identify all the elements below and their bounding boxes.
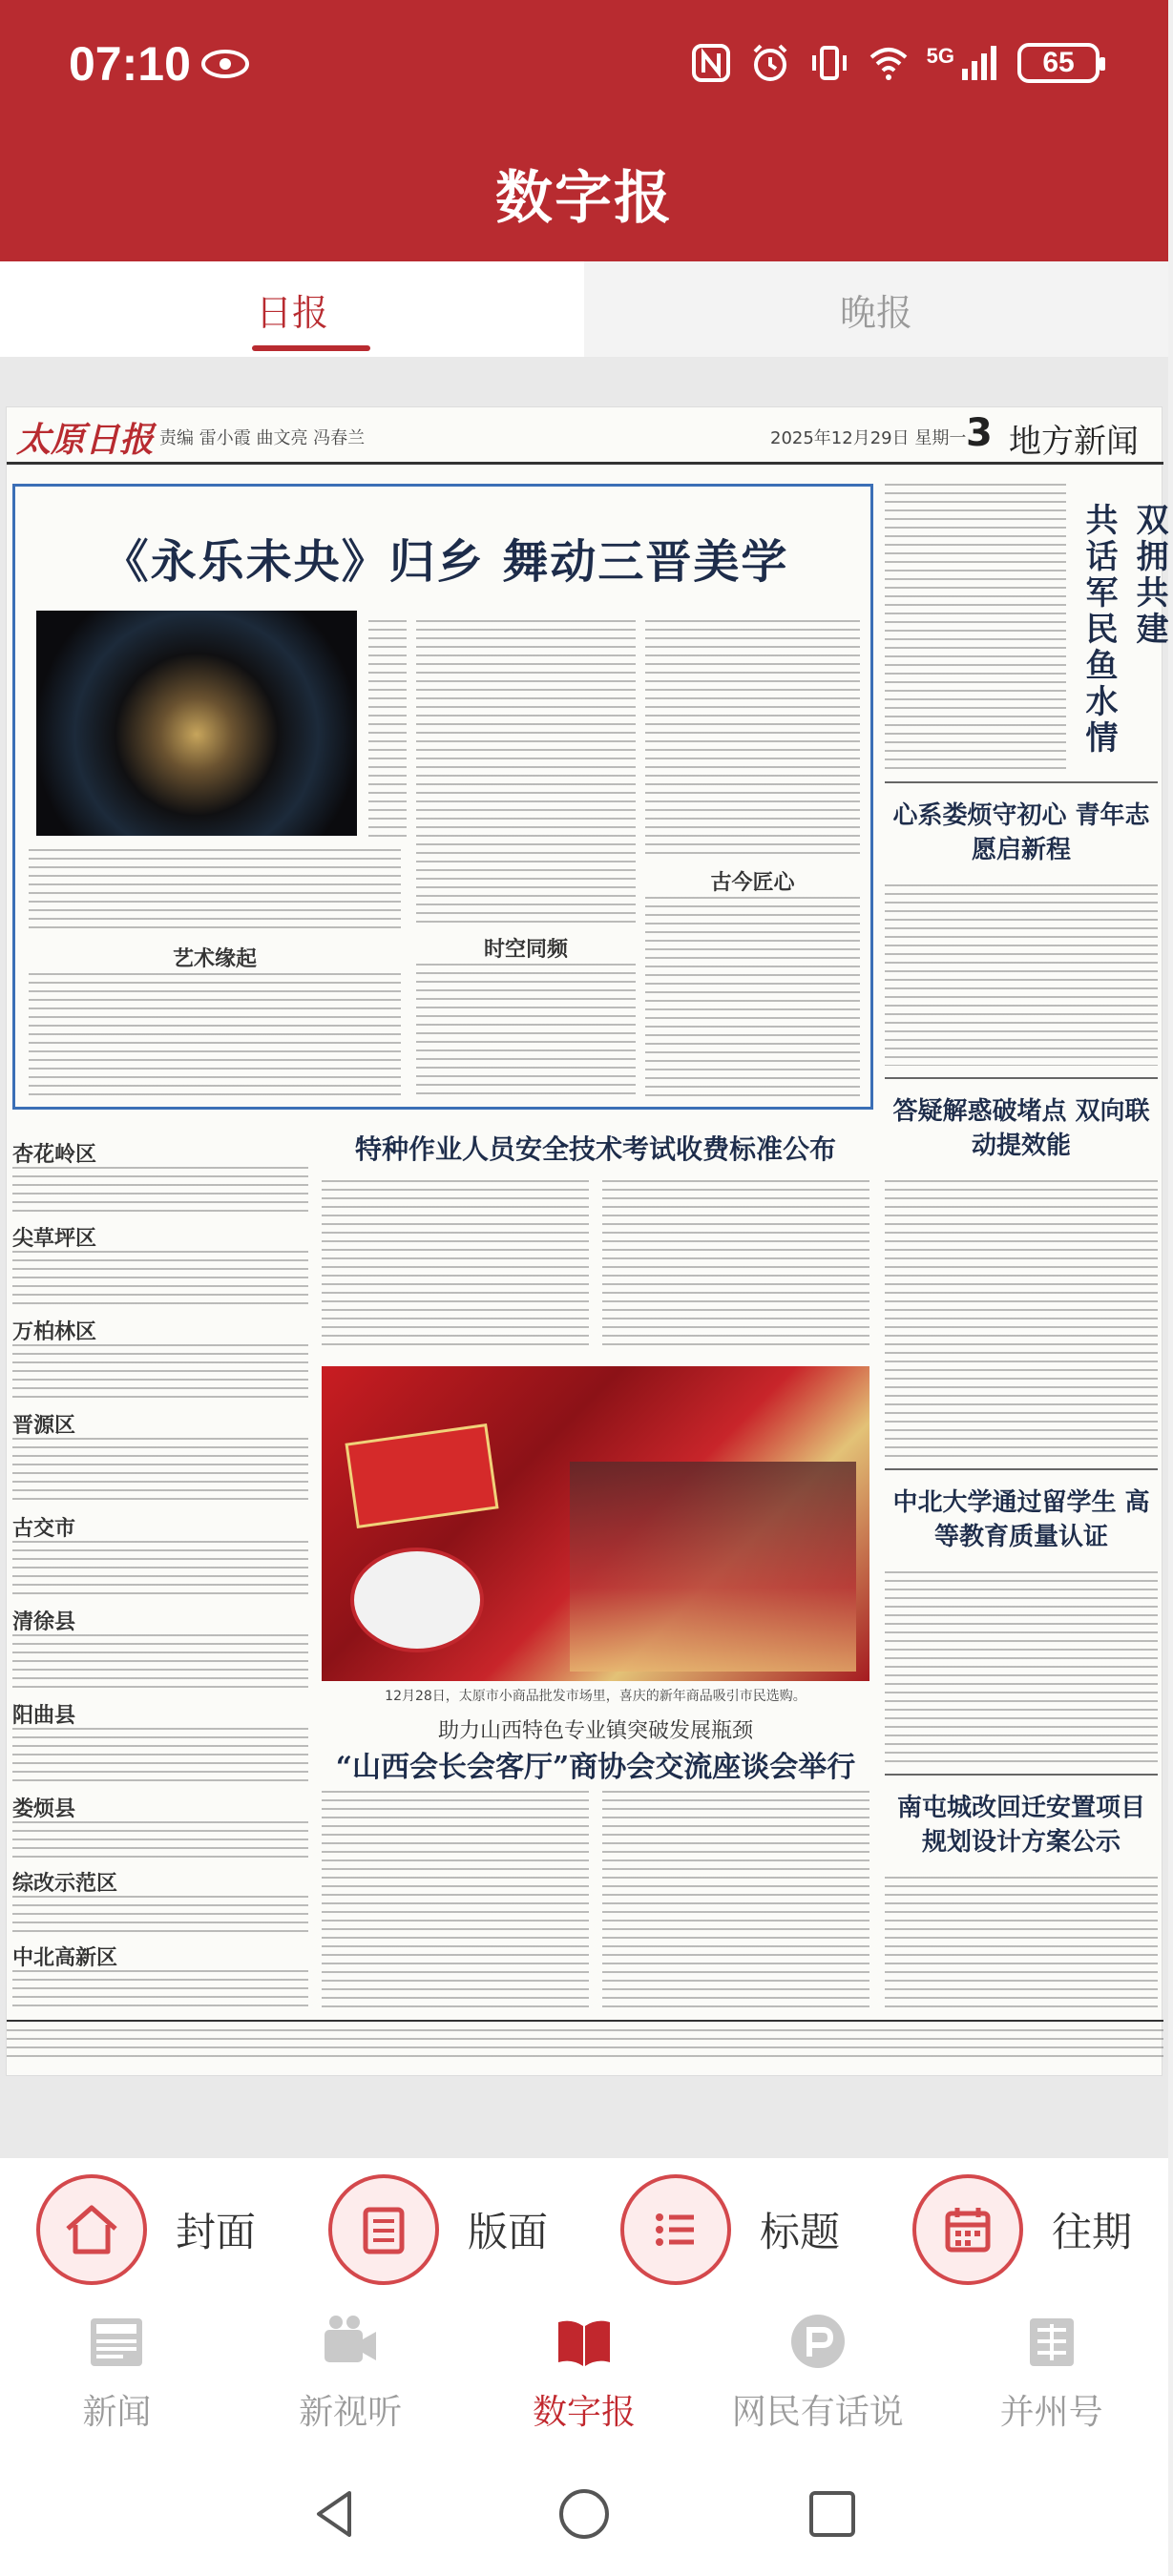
eye-icon: [200, 48, 250, 80]
lead-photo: [36, 611, 357, 836]
newspaper-page[interactable]: [6, 406, 1168, 2076]
lead-subhead: 时空同频: [483, 938, 568, 962]
status-bar: [0, 0, 1168, 134]
side-body-text: [885, 1877, 1158, 2010]
nav-netizen[interactable]: [713, 2307, 923, 2434]
page-title: 数字报: [495, 165, 673, 232]
page-date: 2025年12月29日 星期一: [770, 428, 967, 448]
left-section-title: 古交市: [12, 1517, 76, 1541]
divider: [885, 1468, 1158, 1470]
mid-headline[interactable]: 特种作业人员安全技术考试收费标准公布: [354, 1133, 836, 1165]
battery-level: 65: [1042, 47, 1075, 78]
status-time: 07:10: [69, 37, 191, 91]
mid-headline-2[interactable]: “山西会长会客厅”商协会交流座谈会举行: [335, 1751, 856, 1784]
page-number: 3: [966, 411, 993, 455]
signal-icon: [958, 42, 1000, 84]
list-icon: [620, 2174, 731, 2285]
function-bar: [0, 2158, 1168, 2301]
left-body-text: [12, 1896, 308, 1934]
calendar-icon: [912, 2174, 1023, 2285]
layout-label: 版面: [467, 2209, 548, 2255]
lead-subhead: 艺术缘起: [172, 947, 257, 971]
layout-icon: [328, 2174, 439, 2285]
side-vertical-line: 共话军民鱼水情: [1079, 503, 1118, 757]
book-icon: [553, 2311, 616, 2374]
lead-body-text: [416, 964, 636, 1097]
photo-element: [345, 1423, 498, 1528]
side-title: 中北大学通过留学生 高等教育质量认证: [892, 1488, 1150, 1551]
lead-article[interactable]: [12, 484, 873, 1110]
divider: [885, 781, 1158, 783]
side-column[interactable]: [885, 484, 1168, 2067]
home-circle-icon[interactable]: [555, 2485, 613, 2543]
nfc-icon: [690, 42, 732, 84]
cover-label: 封面: [175, 2209, 256, 2255]
nav-news[interactable]: [11, 2307, 221, 2434]
nav-bingzhou-label: 并州号: [999, 2393, 1103, 2432]
wifi-icon: [868, 42, 910, 84]
left-body-text: [12, 1728, 308, 1785]
lead-subhead: 古今匠心: [710, 871, 795, 895]
left-body-text: [12, 1541, 308, 1598]
left-section-title: 清徐县: [12, 1610, 76, 1634]
side-title: 南屯城改回迁安置项目 规划设计方案公示: [896, 1794, 1145, 1857]
left-body-text: [12, 1344, 308, 1402]
cover-button[interactable]: [36, 2174, 256, 2285]
column-icon: [1020, 2311, 1083, 2374]
battery-indicator: [1017, 43, 1100, 83]
tab-evening[interactable]: 晚报: [584, 261, 1168, 357]
left-body-text: [12, 1167, 308, 1215]
footer-text: [7, 2029, 1163, 2062]
side-vertical-line: 双拥共建: [1130, 503, 1168, 648]
mid-body-text: [602, 1180, 869, 1352]
lead-body-text: [416, 620, 636, 925]
video-icon: [319, 2311, 382, 2374]
home-icon: [36, 2174, 147, 2285]
vibrate-icon: [808, 42, 850, 84]
divider: [885, 1774, 1158, 1776]
lead-body-text: [645, 620, 860, 859]
lead-body-text: [29, 849, 401, 935]
left-section-title: 中北高新区: [12, 1946, 118, 1970]
nav-video[interactable]: [245, 2307, 455, 2434]
lead-body-text: [29, 973, 401, 1097]
market-photo[interactable]: [322, 1366, 869, 1681]
left-section-title: 尖草坪区: [12, 1227, 97, 1251]
archive-button[interactable]: [912, 2174, 1132, 2285]
newspaper-footer: [7, 2020, 1163, 2067]
left-body-text: [12, 1821, 308, 1859]
left-section-title: 阳曲县: [12, 1704, 76, 1728]
mid-body-text: [322, 1791, 589, 2010]
left-section-title: 杏花岭区: [12, 1143, 97, 1167]
nav-netizen-label: 网民有话说: [731, 2393, 904, 2432]
photo-element: [350, 1548, 484, 1652]
lead-caption-text: [368, 620, 407, 840]
mid-body-text: [602, 1791, 869, 2010]
news-icon: [85, 2311, 148, 2374]
page-section: 地方新闻: [1009, 423, 1139, 461]
side-body-text: [885, 884, 1158, 1066]
nav-digital-paper[interactable]: [479, 2307, 689, 2434]
nav-digital-paper-label: 数字报: [532, 2393, 636, 2432]
left-section-title: 娄烦县: [12, 1797, 76, 1821]
header: [0, 0, 1168, 261]
nav-news-label: 新闻: [82, 2393, 152, 2432]
newspaper-viewer[interactable]: [0, 357, 1168, 2158]
headlines-label: 标题: [759, 2209, 840, 2255]
left-body-text: [12, 1251, 308, 1308]
newspaper-logo: 太原日报: [16, 420, 155, 460]
network-type: 5G: [926, 44, 954, 68]
nav-bingzhou[interactable]: [947, 2307, 1157, 2434]
left-body-text: [12, 1438, 308, 1505]
archive-label: 往期: [1051, 2209, 1132, 2255]
bottom-nav: [0, 2301, 1168, 2452]
chat-icon: [786, 2311, 849, 2374]
status-icons: [690, 42, 1100, 84]
left-body-text: [12, 1970, 308, 2008]
newspaper-masthead: [7, 407, 1163, 465]
side-body-text: [885, 1180, 1158, 1457]
divider: [885, 1077, 1158, 1079]
side-vertical-headline: [1076, 503, 1168, 770]
side-body-text: [885, 484, 1066, 770]
edition-tabs: [0, 261, 1168, 357]
side-body-text: [885, 1571, 1158, 1762]
system-nav-bar: [0, 2452, 1168, 2576]
back-icon[interactable]: [307, 2485, 365, 2543]
page-editors: 责编 雷小霞 曲文亮 冯春兰: [159, 428, 366, 448]
mid-subheadline: 助力山西特色专业镇突破发展瓶颈: [437, 1719, 753, 1743]
left-column[interactable]: [12, 1119, 308, 2073]
left-section-title: 晋源区: [12, 1414, 76, 1438]
alarm-icon: [749, 42, 791, 84]
left-section-title: 万柏林区: [12, 1320, 97, 1344]
lead-body-text: [645, 897, 860, 1097]
lead-headline: 《永乐未央》归乡 舞动三晋美学: [102, 535, 789, 589]
layout-button[interactable]: [328, 2174, 548, 2285]
tab-daily[interactable]: 日报: [0, 261, 584, 357]
side-title: 心系娄烦守初心 青年志愿启新程: [892, 801, 1150, 864]
photo-caption: 12月28日，太原市小商品批发市场里，喜庆的新年商品吸引市民选购。: [385, 1689, 806, 1704]
headlines-button[interactable]: [620, 2174, 840, 2285]
photo-element: [570, 1462, 856, 1672]
nav-video-label: 新视听: [299, 2393, 403, 2432]
mid-body-text: [322, 1180, 589, 1352]
side-title: 答疑解惑破堵点 双向联动提效能: [892, 1097, 1150, 1160]
recents-icon[interactable]: [804, 2485, 861, 2543]
left-body-text: [12, 1634, 308, 1692]
left-section-title: 综改示范区: [12, 1872, 118, 1896]
